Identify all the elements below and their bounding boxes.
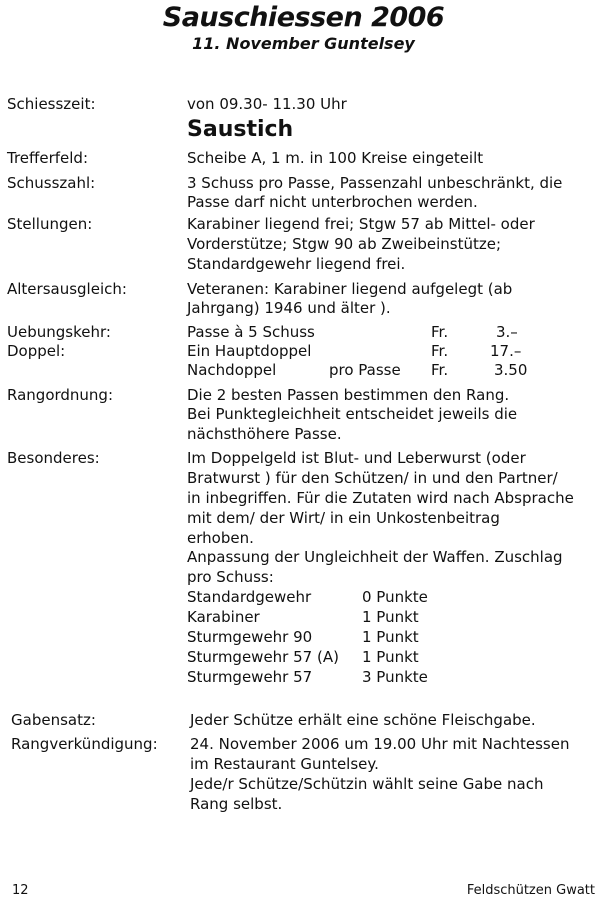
rangverkuendigung-label: Rangverkündigung:	[11, 735, 158, 753]
schiesszeit-label: Schiesszeit:	[7, 95, 96, 113]
doppel-row-price: 3.50	[494, 361, 528, 379]
trefferfeld-label: Trefferfeld:	[7, 149, 89, 167]
doppel-row-desc: Nachdoppel	[187, 361, 277, 379]
besonderes-line: in inbegriffen. Für die Zutaten wird nach Absprache	[187, 489, 574, 507]
stellungen-label: Stellungen:	[7, 215, 93, 233]
rangverkuendigung-line: Jede/r Schütze/Schützin wählt seine Gabe nach	[190, 775, 544, 793]
stellungen-line: Standardgewehr liegend frei.	[187, 255, 406, 273]
doppel-row-desc: Ein Hauptdoppel	[187, 342, 312, 360]
altersausgleich-line: Jahrgang) 1946 und älter ).	[187, 299, 391, 317]
trefferfeld-value: Scheibe A, 1 m. in 100 Kreise eingeteilt	[187, 149, 484, 167]
schusszahl-line: 3 Schuss pro Passe, Passenzahl unbeschränkt, die	[187, 174, 563, 192]
weapon-name: Standardgewehr	[187, 588, 312, 606]
uebungskehr-currency: Fr.	[431, 323, 449, 341]
page-title: Sauschiessen 2006	[162, 2, 445, 33]
altersausgleich-label: Altersausgleich:	[7, 280, 127, 298]
schiesszeit-value: von 09.30- 11.30 Uhr	[187, 95, 347, 113]
section-heading-saustich: Saustich	[187, 117, 294, 142]
besonderes-line: Anpassung der Ungleichheit der Waffen. Zuschlag	[187, 548, 563, 566]
besonderes-line: Bratwurst ) für den Schützen/ in und den Partner/	[187, 469, 558, 487]
stellungen-line: Karabiner liegend frei; Stgw 57 ab Mittel- oder	[187, 215, 535, 233]
schusszahl-line: Passe darf nicht unterbrochen werden.	[187, 193, 478, 211]
rangordnung-line: Die 2 besten Passen bestimmen den Rang.	[187, 386, 510, 404]
doppel-row-price: 17.–	[490, 342, 522, 360]
rangordnung-line: nächsthöhere Passe.	[187, 425, 342, 443]
weapon-points: 1 Punkt	[362, 628, 419, 646]
weapon-name: Sturmgewehr 90	[187, 628, 313, 646]
club-name: Feldschützen Gwatt	[466, 883, 595, 898]
rangordnung-line: Bei Punktegleichheit entscheidet jeweils die	[187, 405, 518, 423]
weapon-name: Karabiner	[187, 608, 260, 626]
rangordnung-label: Rangordnung:	[7, 386, 114, 404]
stellungen-line: Vorderstütze; Stgw 90 ab Zweibeinstütze;	[187, 235, 502, 253]
uebungskehr-label: Uebungskehr:	[7, 323, 111, 341]
doppel-row-currency: Fr.	[431, 361, 449, 379]
weapon-name: Sturmgewehr 57	[187, 668, 313, 686]
page-subtitle: 11. November Guntelsey	[192, 34, 415, 53]
besonderes-line: pro Schuss:	[187, 568, 274, 586]
besonderes-label: Besonderes:	[7, 449, 100, 467]
besonderes-line: Im Doppelgeld ist Blut- und Leberwurst (oder	[187, 449, 526, 467]
besonderes-line: mit dem/ der Wirt/ in ein Unkostenbeitrag	[187, 509, 500, 527]
uebungskehr-desc: Passe à 5 Schuss	[187, 323, 315, 341]
doppel-row-currency: Fr.	[431, 342, 449, 360]
page-number: 12	[12, 883, 29, 898]
weapon-points: 1 Punkt	[362, 648, 419, 666]
gabensatz-label: Gabensatz:	[11, 711, 96, 729]
rangverkuendigung-line: im Restaurant Guntelsey.	[190, 755, 379, 773]
besonderes-line: erhoben.	[187, 529, 254, 547]
doppel-row-extra: pro Passe	[329, 361, 401, 379]
schusszahl-label: Schusszahl:	[7, 174, 96, 192]
uebungskehr-price: 3.–	[496, 323, 518, 341]
weapon-points: 0 Punkte	[362, 588, 428, 606]
weapon-name: Sturmgewehr 57 (A)	[187, 648, 339, 666]
weapon-points: 3 Punkte	[362, 668, 428, 686]
rangverkuendigung-line: Rang selbst.	[190, 795, 283, 813]
weapon-points: 1 Punkt	[362, 608, 419, 626]
rangverkuendigung-line: 24. November 2006 um 19.00 Uhr mit Nachtessen	[190, 735, 570, 753]
altersausgleich-line: Veteranen: Karabiner liegend aufgelegt (ab	[187, 280, 513, 298]
gabensatz-value: Jeder Schütze erhält eine schöne Fleischgabe.	[190, 711, 536, 729]
doppel-label: Doppel:	[7, 342, 66, 360]
